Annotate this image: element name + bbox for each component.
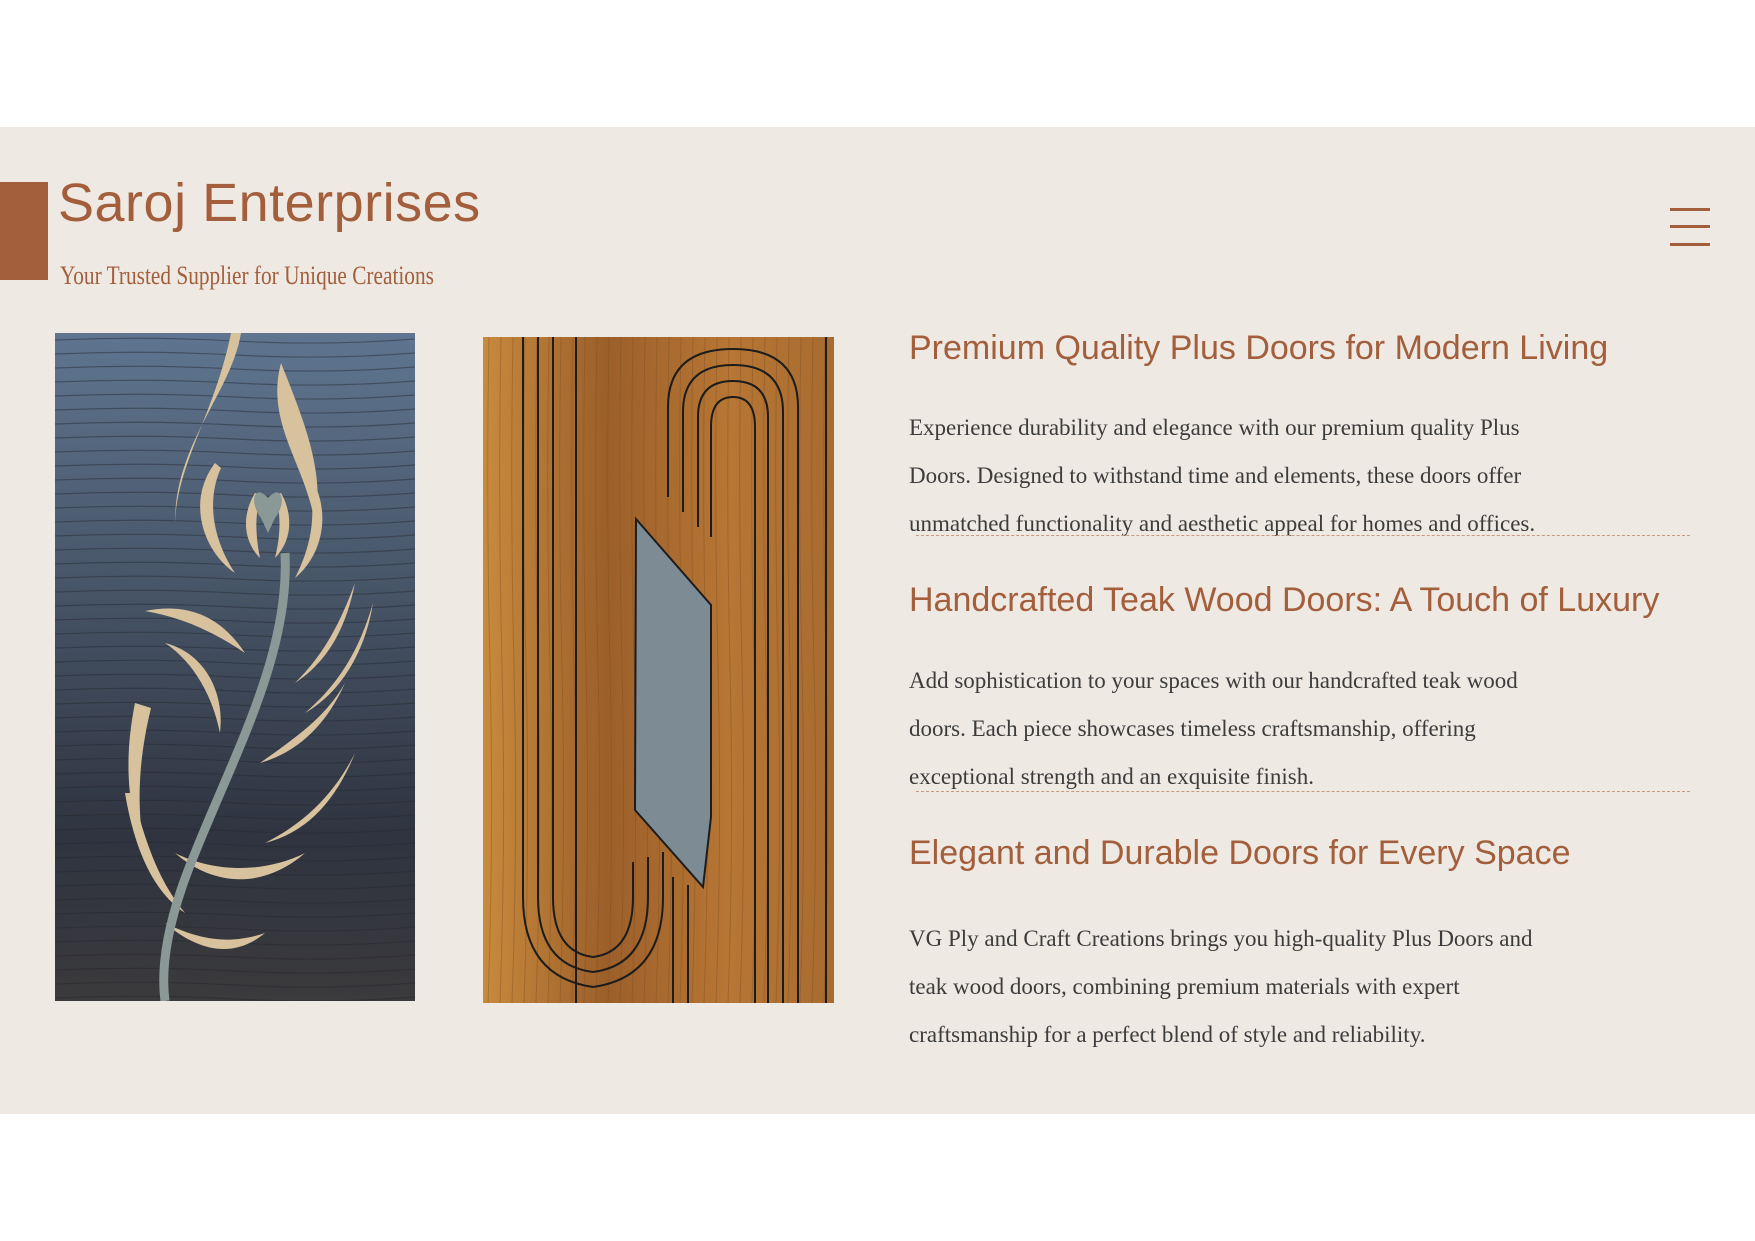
menu-button[interactable] (1668, 206, 1712, 248)
feature-heading: Handcrafted Teak Wood Doors: A Touch of Luxury (909, 581, 1660, 619)
feature-heading: Premium Quality Plus Doors for Modern Living (909, 329, 1609, 367)
section-divider (916, 535, 1690, 536)
feature-description: VG Ply and Craft Creations brings you high-quality Plus Doors and teak wood doors, combining premium materials with expert craftsmanship for a perfect blend of style and reliability. (909, 926, 1533, 1047)
feature-description: Add sophistication to your spaces with our handcrafted teak wood doors. Each piece showcases timeless craftsmanship, offering exceptional strength and an exquisite finish. (909, 668, 1518, 789)
teak-door-illustration (483, 337, 834, 1003)
door-image-teak (483, 337, 834, 1003)
peacock-feather-door-illustration (55, 333, 415, 1001)
brand-title: Saroj Enterprises (58, 173, 481, 233)
feature-description: Experience durability and elegance with our premium quality Plus Doors. Designed to withstand time and elements, these doors offer unmatched functionality and aesthetic appeal for homes and offices. (909, 415, 1536, 536)
brand-accent-bar (0, 182, 48, 280)
brand-tagline: Your Trusted Supplier for Unique Creations (60, 261, 434, 290)
section-divider (916, 791, 1690, 792)
door-image-peacock (55, 333, 415, 1001)
feature-heading: Elegant and Durable Doors for Every Space (909, 834, 1571, 872)
